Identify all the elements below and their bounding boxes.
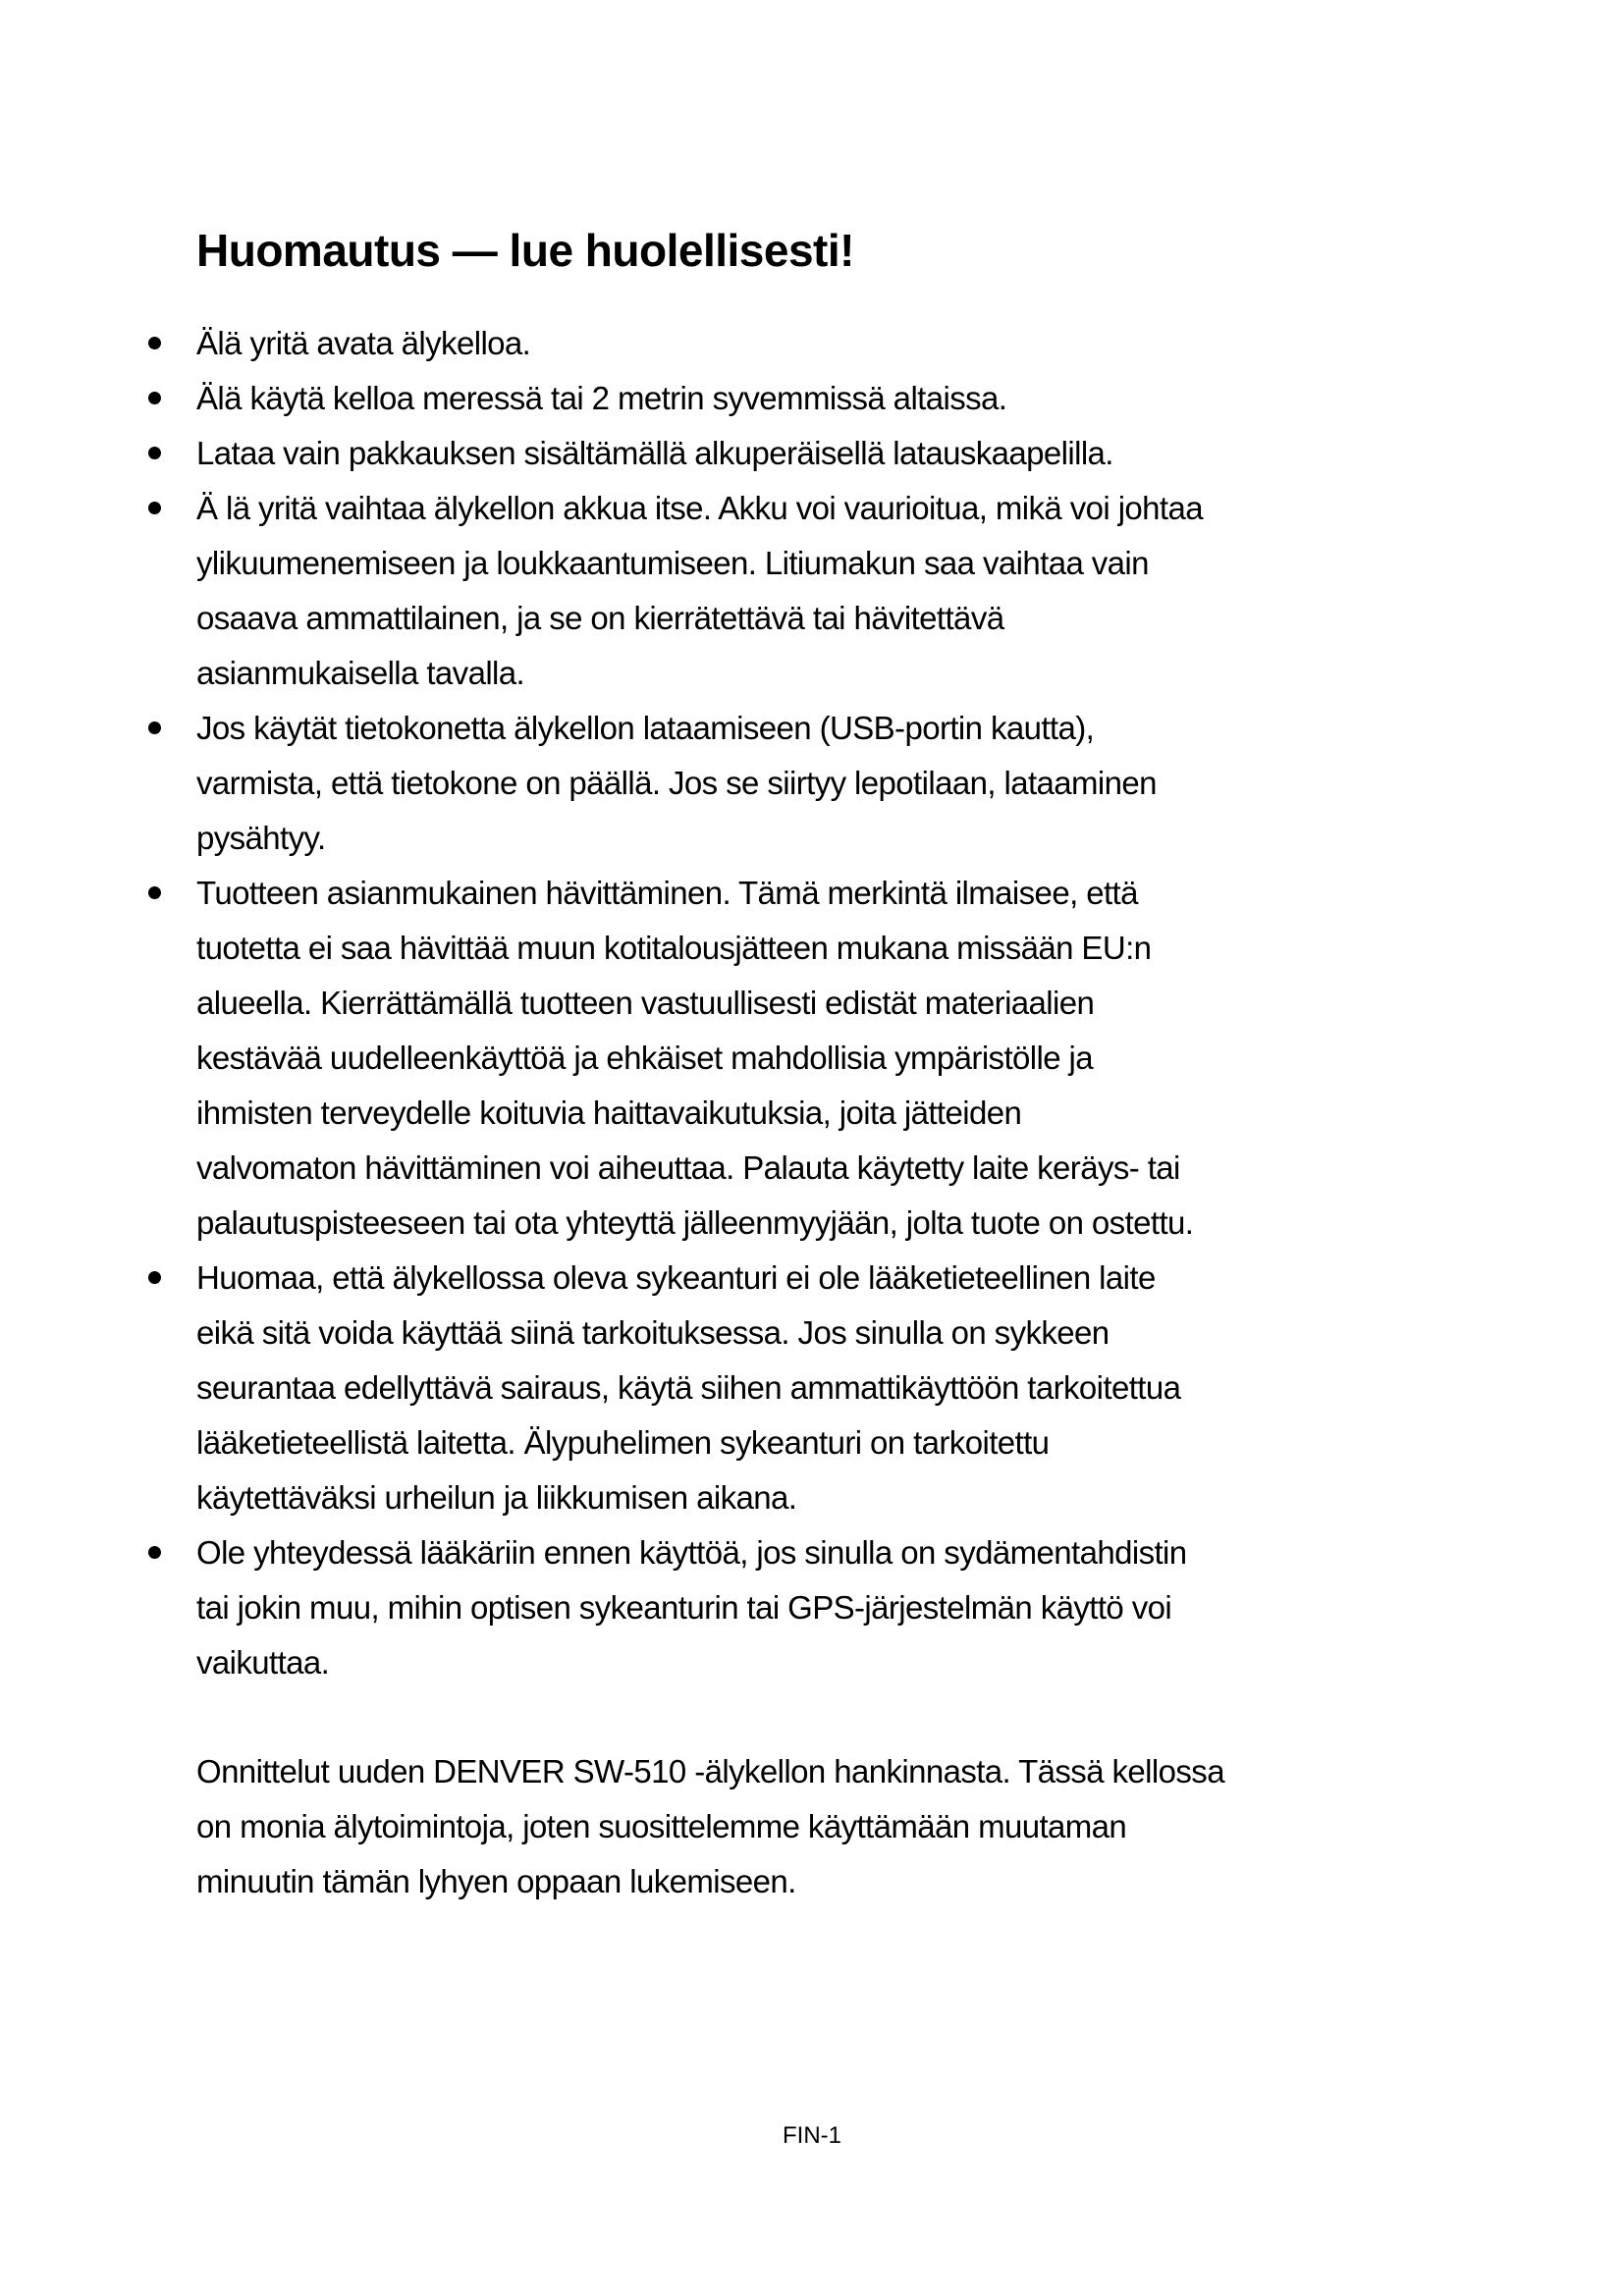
list-item-text-line: Jos käytät tietokonetta älykellon lataamiseen (USB-portin kautta), — [196, 710, 1095, 746]
list-item-text-line: eikä sitä voida käyttää siinä tarkoituksessa. Jos sinulla on sykkeen — [196, 1314, 1110, 1351]
list-item-text-line: varmista, että tietokone on päällä. Jos se siirtyy lepotilaan, lataaminen — [196, 765, 1157, 801]
list-item — [0, 481, 1624, 701]
list-item-text-line: tai jokin muu, mihin optisen sykeanturin tai GPS-järjestelmän käyttö voi — [196, 1589, 1172, 1626]
intro-text-line: on monia älytoimintoja, joten suosittelemme käyttämään muutaman — [196, 1808, 1127, 1844]
list-item — [0, 1251, 1624, 1525]
list-item-text-line: Lataa vain pakkauksen sisältämällä alkuperäisellä latauskaapelilla. — [196, 435, 1113, 471]
list-item — [0, 1525, 1624, 1690]
list-item — [0, 701, 1624, 866]
list-item-text-line: palautuspisteeseen tai ota yhteyttä jälleenmyyjään, jolta tuote on ostettu. — [196, 1204, 1194, 1241]
list-item-text-line: Huomaa, että älykellossa oleva sykeanturi ei ole lääketieteellinen laite — [196, 1259, 1156, 1296]
list-item — [0, 316, 1624, 371]
list-item — [0, 426, 1624, 481]
bullet-icon — [148, 1546, 161, 1559]
list-item-text-line: osaava ammattilainen, ja se on kierrätettävä tai hävitettävä — [196, 600, 1004, 636]
bullet-icon — [148, 392, 161, 404]
list-item-text-line: alueella. Kierrättämällä tuotteen vastuullisesti edistät materiaalien — [196, 985, 1095, 1021]
intro-text-line: Onnittelut uuden DENVER SW-510 -älykellon hankinnasta. Tässä kellossa — [196, 1753, 1224, 1789]
bullet-icon — [148, 447, 161, 459]
list-item-text-line: vaikuttaa. — [196, 1644, 330, 1681]
page-title: Huomautus — lue huolellisesti! — [196, 225, 854, 276]
intro-paragraph — [0, 1744, 1624, 1909]
page-number: FIN-1 — [783, 2122, 841, 2149]
list-item-text-line: asianmukaisella tavalla. — [196, 655, 525, 691]
list-item-text-line: ihmisten terveydelle koituvia haittavaikutuksia, joita jätteiden — [196, 1095, 1022, 1131]
list-item-text-line: pysähtyy. — [196, 820, 326, 856]
list-item-text-line: Ä lä yritä vaihtaa älykellon akkua itse. Akku voi vaurioitua, mikä voi johtaa — [196, 490, 1204, 526]
warning-list — [0, 316, 1624, 1690]
list-item-text-line: käytettäväksi urheilun ja liikkumisen aikana. — [196, 1479, 797, 1516]
list-item-text-line: Ole yhteydessä lääkäriin ennen käyttöä, jos sinulla on sydämentahdistin — [196, 1534, 1187, 1571]
list-item-text-line: valvomaton hävittäminen voi aiheuttaa. Palauta käytetty laite keräys- tai — [196, 1149, 1180, 1186]
list-item-text-line: Älä yritä avata älykelloa. — [196, 325, 531, 361]
list-item-text-line: seurantaa edellyttävä sairaus, käytä siihen ammattikäyttöön tarkoitettua — [196, 1369, 1181, 1406]
list-item-text-line: Tuotteen asianmukainen hävittäminen. Tämä merkintä ilmaisee, että — [196, 875, 1138, 911]
list-item — [0, 866, 1624, 1251]
list-item-text-line: lääketieteellistä laitetta. Älypuhelimen sykeanturi on tarkoitettu — [196, 1424, 1050, 1461]
bullet-icon — [148, 1271, 161, 1284]
bullet-icon — [148, 886, 161, 899]
bullet-icon — [148, 337, 161, 349]
bullet-icon — [148, 721, 161, 734]
list-item — [0, 371, 1624, 426]
intro-text-line: minuutin tämän lyhyen oppaan lukemiseen. — [196, 1863, 796, 1899]
list-item-text-line: tuotetta ei saa hävittää muun kotitalousjätteen mukana missään EU:n — [196, 930, 1152, 966]
list-item-text-line: kestävää uudelleenkäyttöä ja ehkäiset mahdollisia ympäristölle ja — [196, 1040, 1094, 1076]
bullet-icon — [148, 502, 161, 514]
list-item-text-line: Älä käytä kelloa meressä tai 2 metrin syvemmissä altaissa. — [196, 380, 1007, 416]
list-item-text-line: ylikuumenemiseen ja loukkaantumiseen. Litiumakun saa vaihtaa vain — [196, 545, 1149, 581]
